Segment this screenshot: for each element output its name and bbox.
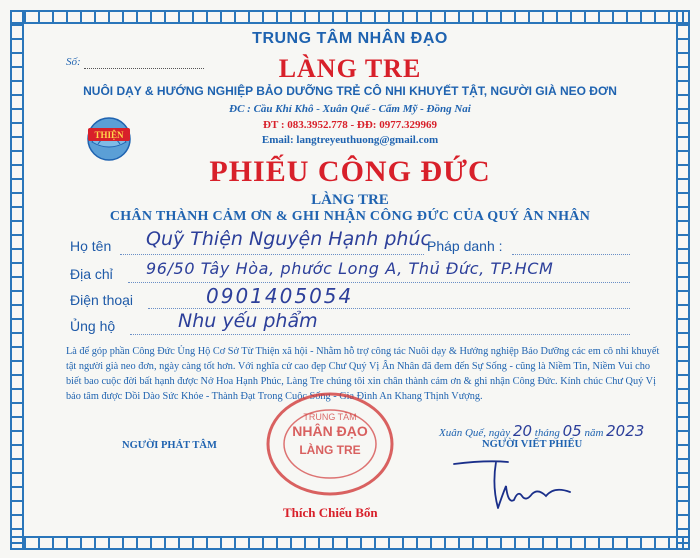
stamp-line-3: LÀNG TRE [299, 443, 361, 457]
support-value: Nhu yếu phẩm [178, 310, 318, 332]
thanks-line: CHÂN THÀNH CẢM ƠN & GHI NHẬN CÔNG ĐỨC CỦA QUÝ ÂN NHÂN [109, 209, 591, 224]
phone-label: Điện thoại [70, 292, 134, 308]
date-year-label: năm [584, 427, 604, 439]
name-line [120, 254, 424, 255]
serial-label: Số: [66, 56, 81, 68]
dharma-line [512, 254, 630, 255]
gratitude-paragraph: Là để góp phần Công Đức Ủng Hộ Cơ Sở Từ Thiện xã hội - Nhằm hỗ trợ công tác Nuôi dạy & Hướng nghiệp Bảo Dưỡng các em cô nhi khuyết tật người già neo đơn, ngày càng tốt hơn. Với nghĩa cử cao đẹp Chư Quý Vị Ân Nhân đã đem đến Sự Sống - cũng là Niềm Tin, Niềm Vui cho biết bao cuộc đời bất hạnh được Nở Hoa Hạnh Phúc, Làng Tre chúng tôi xin chân thành cảm ơn & ghi nhận Công Đức. Kính chúc Chư Quý Vị bảo tâm được Dồi Dào Sức Khỏe - Thành Đạt Trong Cuộc Sống - Gia Đình An Khang Thịnh Vượng. [66, 346, 660, 402]
org-name: TRUNG TÂM NHÂN ĐẠO [252, 30, 448, 47]
border-bottom [10, 536, 690, 550]
border-top [10, 10, 690, 24]
donor-phone: 0901405054 [206, 284, 354, 308]
phone-line [148, 308, 630, 309]
stamp-line-2: NHÂN ĐẠO [292, 423, 368, 439]
date-line [439, 422, 644, 440]
writer-signer-label: NGƯỜI VIẾT PHIẾU [482, 439, 583, 450]
form-subtitle: LÀNG TRE [311, 192, 389, 208]
red-seal-stamp [262, 388, 398, 500]
donor-signer-label: NGƯỜI PHÁT TÂM [122, 440, 217, 451]
donor-address: 96/50 Tây Hòa, phước Long A, Thủ Đức, TP.HCM [146, 259, 554, 278]
address-label: Địa chỉ [70, 266, 113, 282]
donor-name: Quỹ Thiện Nguyện Hạnh phúc [146, 228, 431, 250]
date-prefix: Xuân Quế, ngày [439, 427, 511, 439]
support-label: Ủng hộ [70, 318, 116, 334]
org-email: Email: langtreyeuthuong@gmail.com [261, 134, 439, 146]
form-title: PHIẾU CÔNG ĐỨC [209, 155, 491, 188]
date-month: 05 [562, 422, 582, 440]
name-label: Họ tên [70, 238, 112, 254]
dharma-label: Pháp danh : [427, 238, 503, 254]
signer-name: Thích Chiếu Bổn [283, 505, 378, 520]
date-month-label: tháng [534, 427, 560, 439]
handwritten-signature [446, 456, 576, 516]
org-address: ĐC : Cầu Khỉ Khô - Xuân Quế - Cẩm Mỹ - Đồng Nai [229, 103, 471, 115]
org-subtitle: NUÔI DẠY & HƯỚNG NGHIỆP BẢO DƯỠNG TRẺ CÔ NHI KHUYẾT TẬT, NGƯỜI GIÀ NEO ĐƠN [83, 84, 617, 98]
stamp-line-1: TRUNG TÂM [303, 412, 357, 422]
village-name: LÀNG TRE [278, 54, 422, 83]
date-day: 20 [512, 422, 533, 440]
date-year: 2023 [606, 422, 645, 440]
logo-text: THIỆN [94, 130, 124, 140]
address-line [128, 282, 630, 283]
org-phone: ĐT : 083.3952.778 - ĐĐ: 0977.329969 [263, 119, 437, 131]
support-line [130, 334, 630, 335]
